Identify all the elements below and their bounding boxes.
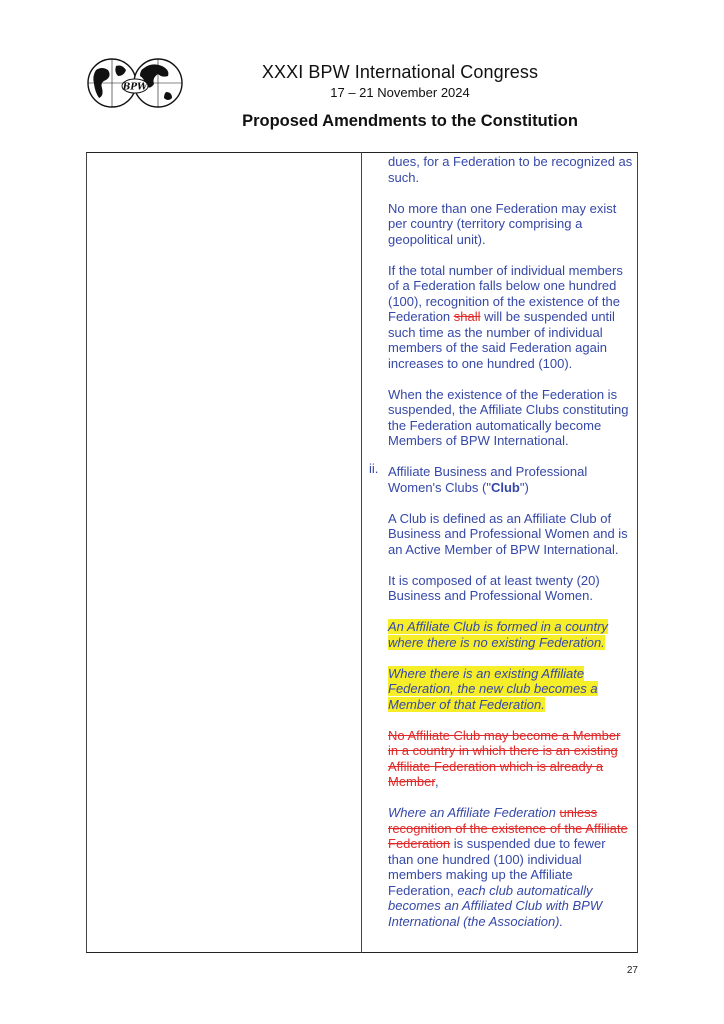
paragraph-deleted-rule: No Affiliate Club may become a Member in a country in which there is an existing Affiliate Federation which is already a Member, <box>388 727 621 789</box>
paragraph-club-composition: It is composed of at least twenty (20) Business and Professional Women. <box>388 572 600 603</box>
highlighted-text: An Affiliate Club is formed in a country where there is no existing Federation. <box>388 619 608 650</box>
bpw-logo <box>86 56 184 110</box>
paragraph-clubs-become-members: When the existence of the Federation is suspended, the Affiliate Clubs constituting the Federation automatically become Members of BPW International. <box>388 386 629 448</box>
congress-dates: 17 – 21 November 2024 <box>330 85 470 100</box>
document-title: Proposed Amendments to the Constitution <box>242 112 578 130</box>
paragraph-club-formed <box>388 619 633 650</box>
paragraph-club-definition: A Club is defined as an Affiliate Club of Business and Professional Women and is an Active Member of BPW International. <box>388 510 628 557</box>
page-number: 27 <box>626 965 638 976</box>
highlighted-text: Where there is an existing Affiliate Federation, the new club becomes a Member of that Federation. <box>388 665 598 712</box>
list-marker-ii: ii. <box>369 461 379 476</box>
item-ii-heading: Affiliate Business and Professional Women's Clubs ("Club") <box>388 464 588 495</box>
paragraph-one-federation: No more than one Federation may exist per country (territory comprising a geopolitical unit). <box>388 200 617 247</box>
deleted-text: shall <box>453 309 481 324</box>
table-column-divider <box>361 152 362 953</box>
deleted-text: unless recognition of the existence of the Affiliate Federation <box>388 805 628 851</box>
paragraph-suspension: If the total number of individual members of a Federation falls below one hundred (100), recognition of the existence of the Federation shall will be suspended until such time as the number of individual members of the said Federation again increases to one hundred (100). <box>388 262 623 371</box>
paragraph-federation-suspended: Where an Affiliate Federation unless recognition of the existence of the Affiliate Federation is suspended due to fewer than one hundred (100) individual members making up the Affiliate Federation, each club automatically becomes an Affiliated Club with BPW International (the Association). <box>388 805 628 929</box>
paragraph-existing-federation <box>388 666 633 713</box>
paragraph-dues: dues, for a Federation to be recognized as such. <box>388 154 633 185</box>
deleted-text: No Affiliate Club may become a Member in a country in which there is an existing Affiliate Federation which is already a Member <box>388 727 621 789</box>
amendment-text <box>388 154 633 945</box>
logo-lettering: BPW <box>122 82 148 93</box>
congress-title: XXXI BPW International Congress <box>261 62 539 82</box>
